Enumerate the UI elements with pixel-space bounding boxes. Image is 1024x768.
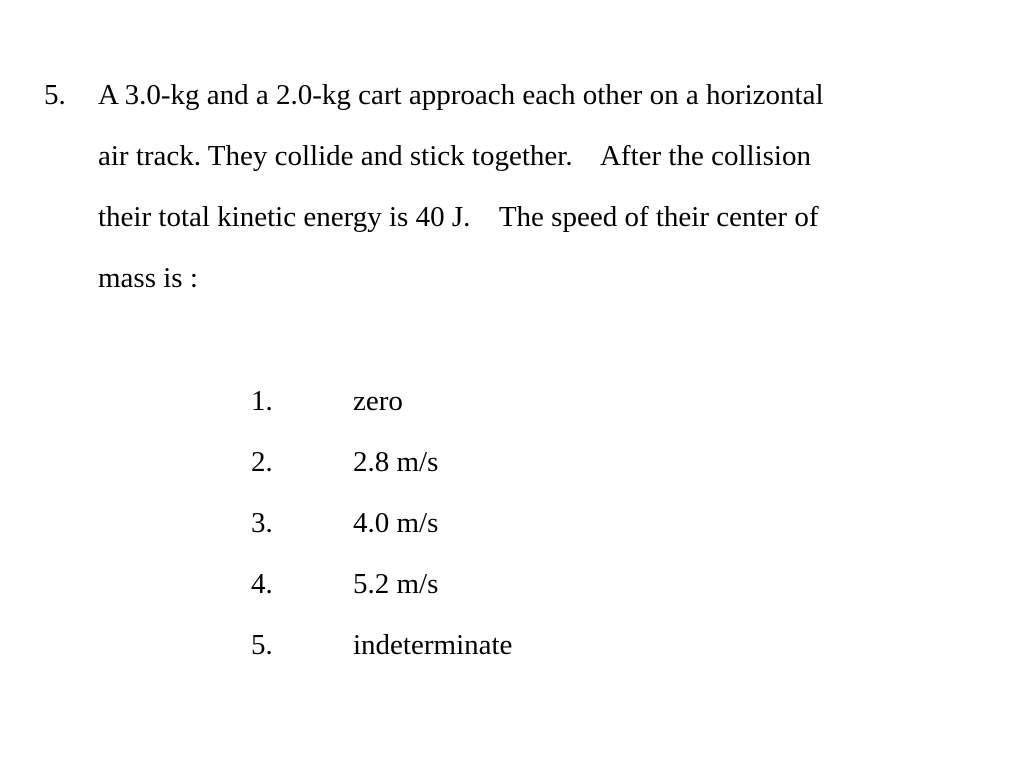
option-number: 4.: [251, 568, 273, 600]
question-line: their total kinetic energy is 40 J. The speed of their center of: [98, 201, 819, 233]
question-line: mass is :: [98, 262, 198, 294]
answer-option-3: [251, 505, 671, 566]
option-text: 4.0 m/s: [353, 507, 439, 539]
option-number: 1.: [251, 385, 273, 417]
option-number: 5.: [251, 629, 273, 661]
question-line: air track. They collide and stick together. After the collision: [98, 140, 811, 172]
option-number: 3.: [251, 507, 273, 539]
question-text: [98, 77, 978, 321]
option-text: 5.2 m/s: [353, 568, 439, 600]
question-line: A 3.0-kg and a 2.0-kg cart approach each other on a horizontal: [98, 79, 824, 111]
option-text: zero: [353, 385, 403, 417]
question-number: 5.: [44, 79, 66, 111]
option-number: 2.: [251, 446, 273, 478]
answer-option-1: [251, 383, 671, 444]
answer-options: [251, 383, 671, 688]
answer-option-2: [251, 444, 671, 505]
option-text: indeterminate: [353, 629, 513, 661]
answer-option-5: [251, 627, 671, 688]
option-text: 2.8 m/s: [353, 446, 439, 478]
answer-option-4: [251, 566, 671, 627]
